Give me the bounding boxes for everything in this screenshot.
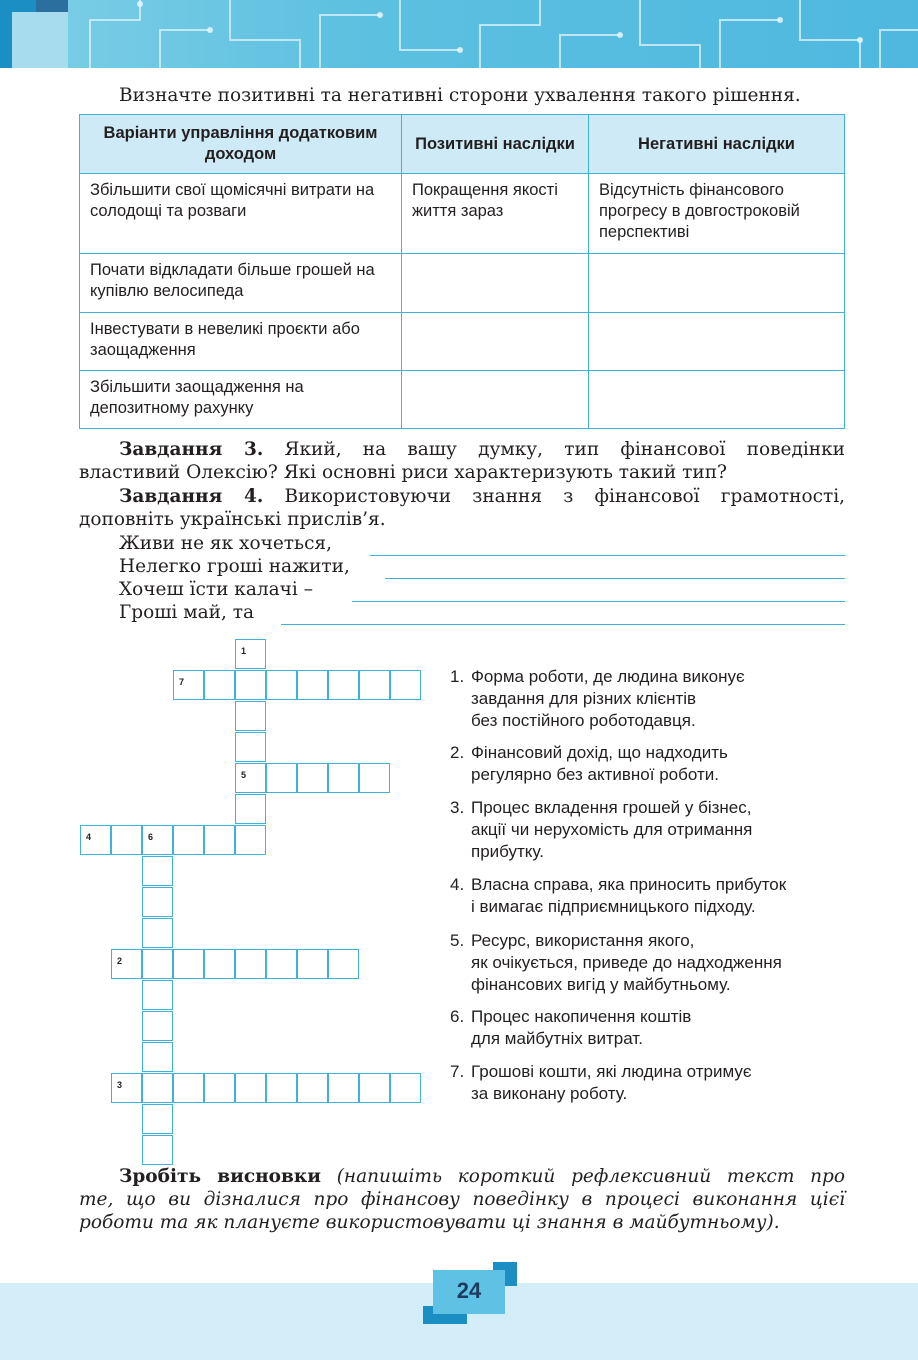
crossword-cell[interactable]: [80, 825, 111, 855]
crossword-cell[interactable]: [142, 918, 173, 948]
task4-line2: доповніть українські прислів’я.: [79, 509, 386, 530]
crossword-number: 3: [117, 1080, 123, 1090]
clue-text: за виконану роботу.: [471, 1084, 628, 1103]
clue-number: 2.: [450, 743, 465, 762]
answer-line[interactable]: [385, 578, 845, 579]
crossword-cell[interactable]: [328, 763, 359, 793]
table-row: [80, 313, 845, 371]
proverb-3: Хочеш їсти калачі –: [119, 579, 313, 600]
task4-text: Використовуючи знання з фінансової грамотності,: [263, 486, 845, 507]
crossword-number: 6: [148, 832, 154, 842]
crossword-cell[interactable]: [328, 670, 359, 700]
clue-text: Фінансовий дохід, що надходить: [471, 743, 728, 762]
crossword-cell[interactable]: [142, 1011, 173, 1041]
crossword-cell[interactable]: [390, 670, 421, 700]
crossword-cell[interactable]: [297, 670, 328, 700]
crossword-cell[interactable]: [235, 825, 266, 855]
crossword-cell[interactable]: [235, 670, 266, 700]
table-row: [80, 371, 845, 429]
task3-line2: властивий Олексію? Які основні риси характеризують такий тип?: [79, 462, 727, 483]
crossword-cell[interactable]: [266, 763, 297, 793]
proverb-2: Нелегко гроші нажити,: [119, 556, 350, 577]
header-banner: [0, 0, 918, 68]
crossword-cell[interactable]: [142, 1073, 173, 1103]
crossword-cell[interactable]: [142, 887, 173, 917]
table-cell[interactable]: [589, 313, 845, 371]
table-cell: Почати відкладати більше грошей на купівлю велосипеда: [80, 254, 402, 313]
task4-label: Завдання 4.: [119, 486, 264, 507]
crossword-cell[interactable]: [142, 1135, 173, 1165]
answer-line[interactable]: [370, 555, 845, 556]
clue-text: акції чи нерухомість для отримання: [471, 820, 753, 839]
crossword-cell[interactable]: [359, 1073, 390, 1103]
clue-number: 5.: [450, 931, 465, 950]
clue-3: [450, 797, 870, 863]
crossword-cell[interactable]: [266, 949, 297, 979]
table-cell[interactable]: [589, 254, 845, 313]
crossword-cell[interactable]: [266, 1073, 297, 1103]
table-cell: Збільшити заощадження на депозитному рахунку: [80, 371, 402, 429]
page-number: 24: [433, 1270, 505, 1314]
crossword-cell[interactable]: [111, 1073, 142, 1103]
crossword-number: 1: [241, 646, 247, 656]
table-row: [80, 254, 845, 313]
decision-table: [79, 114, 845, 429]
crossword-cell[interactable]: [266, 670, 297, 700]
crossword-cell[interactable]: [359, 670, 390, 700]
proverb-4: Гроші май, та: [119, 602, 255, 623]
clue-text: Власна справа, яка приносить прибуток: [471, 875, 787, 894]
clue-text: завдання для різних клієнтів: [471, 689, 697, 708]
clue-number: 7.: [450, 1062, 465, 1081]
crossword-cell[interactable]: [235, 949, 266, 979]
crossword-cell[interactable]: [297, 763, 328, 793]
crossword-cell[interactable]: [328, 949, 359, 979]
table-header-cell: Позитивні наслідки: [402, 115, 589, 174]
table-cell: Відсутність фінансового прогресу в довгостроковій перспективі: [589, 174, 845, 254]
proverb-1: Живи не як хочеться,: [119, 533, 332, 554]
crossword-cell[interactable]: [235, 1073, 266, 1103]
clue-text: Форма роботи, де людина виконує: [471, 667, 745, 686]
answer-line[interactable]: [352, 601, 845, 602]
clue-1: [450, 666, 870, 732]
crossword-cell[interactable]: [297, 949, 328, 979]
crossword-cell[interactable]: [173, 670, 204, 700]
crossword-cell[interactable]: [173, 1073, 204, 1103]
crossword-cell[interactable]: [235, 639, 266, 669]
clue-5: [450, 930, 870, 996]
clue-text: регулярно без активної роботи.: [471, 765, 719, 784]
crossword-cell[interactable]: [142, 1104, 173, 1134]
crossword-cell[interactable]: [235, 763, 266, 793]
crossword-cell[interactable]: [204, 670, 235, 700]
table-cell: Інвестувати в невеликі проєкти або заощадження: [80, 313, 402, 371]
table-header-cell: Негативні наслідки: [589, 115, 845, 174]
clue-text: Грошові кошти, які людина отримує: [471, 1062, 752, 1081]
task3-line1: [79, 438, 845, 461]
clue-7: [450, 1061, 870, 1105]
crossword-number: 7: [179, 677, 185, 687]
conclusion-line3: роботи та як плануєте використовувати ці знання в майбутньому).: [79, 1212, 780, 1233]
crossword-cell[interactable]: [173, 949, 204, 979]
crossword-cell[interactable]: [142, 949, 173, 979]
clue-text: фінансових вигід у майбутньому.: [471, 975, 731, 994]
table-cell: Покращення якості життя зараз: [402, 174, 589, 254]
crossword-cell[interactable]: [235, 794, 266, 824]
table-cell: Збільшити свої щомісячні витрати на солодощі та розваги: [80, 174, 402, 254]
table-cell[interactable]: [402, 371, 589, 429]
clue-text: прибутку.: [471, 842, 544, 861]
crossword-number: 5: [241, 770, 247, 780]
clue-text: Ресурс, використання якого,: [471, 931, 695, 950]
crossword-cell[interactable]: [235, 701, 266, 731]
answer-line[interactable]: [281, 624, 845, 625]
crossword-cell[interactable]: [111, 949, 142, 979]
crossword-number: 2: [117, 956, 123, 966]
crossword-cell[interactable]: [235, 732, 266, 762]
crossword-cell[interactable]: [111, 825, 142, 855]
clue-number: 6.: [450, 1007, 465, 1026]
crossword-cell[interactable]: [142, 825, 173, 855]
clue-number: 3.: [450, 798, 465, 817]
clue-4: [450, 874, 870, 918]
task4-line1: [79, 485, 845, 508]
clue-number: 4.: [450, 875, 465, 894]
table-cell[interactable]: [402, 313, 589, 371]
crossword-cell[interactable]: [173, 825, 204, 855]
table-header-cell: Варіанти управління додатковим доходом: [80, 115, 402, 174]
crossword-cell[interactable]: [204, 825, 235, 855]
clue-number: 1.: [450, 667, 465, 686]
table-row: [80, 174, 845, 254]
crossword-number: 4: [86, 832, 92, 842]
clue-text: Процес вкладення грошей у бізнес,: [471, 798, 752, 817]
circuit-decoration: [0, 0, 918, 68]
table-cell[interactable]: [589, 371, 845, 429]
crossword-cell[interactable]: [142, 1042, 173, 1072]
conclusion-line1: [79, 1165, 845, 1188]
crossword-cell[interactable]: [328, 1073, 359, 1103]
table-cell[interactable]: [402, 254, 589, 313]
clue-text: і вимагає підприємницького підходу.: [471, 897, 756, 916]
intro-text: Визначте позитивні та негативні сторони ухвалення такого рішення.: [119, 85, 801, 106]
crossword-cell[interactable]: [142, 856, 173, 886]
conclusion-label: Зробіть висновки: [119, 1166, 321, 1187]
crossword-cell[interactable]: [359, 763, 390, 793]
clue-text: Процес накопичення коштів: [471, 1007, 692, 1026]
table-header-row: [80, 115, 845, 174]
crossword-cell[interactable]: [204, 949, 235, 979]
crossword-cell[interactable]: [204, 1073, 235, 1103]
clue-text: для майбутніх витрат.: [471, 1029, 643, 1048]
conclusion-text: (напишіть короткий рефлексивний текст про: [320, 1166, 846, 1187]
crossword-cell[interactable]: [297, 1073, 328, 1103]
task3-label: Завдання 3.: [119, 439, 264, 460]
clue-6: [450, 1006, 870, 1050]
crossword-cell[interactable]: [390, 1073, 421, 1103]
clue-text: як очікується, приведе до надходження: [471, 953, 782, 972]
conclusion-line2: те, що ви дізналися про фінансову поведінку в процесі виконання цієї: [79, 1189, 845, 1210]
clue-text: без постійного роботодавця.: [471, 711, 696, 730]
clue-2: [450, 742, 870, 786]
crossword-cell[interactable]: [142, 980, 173, 1010]
task3-text: Який, на вашу думку, тип фінансової поведінки: [263, 439, 845, 460]
